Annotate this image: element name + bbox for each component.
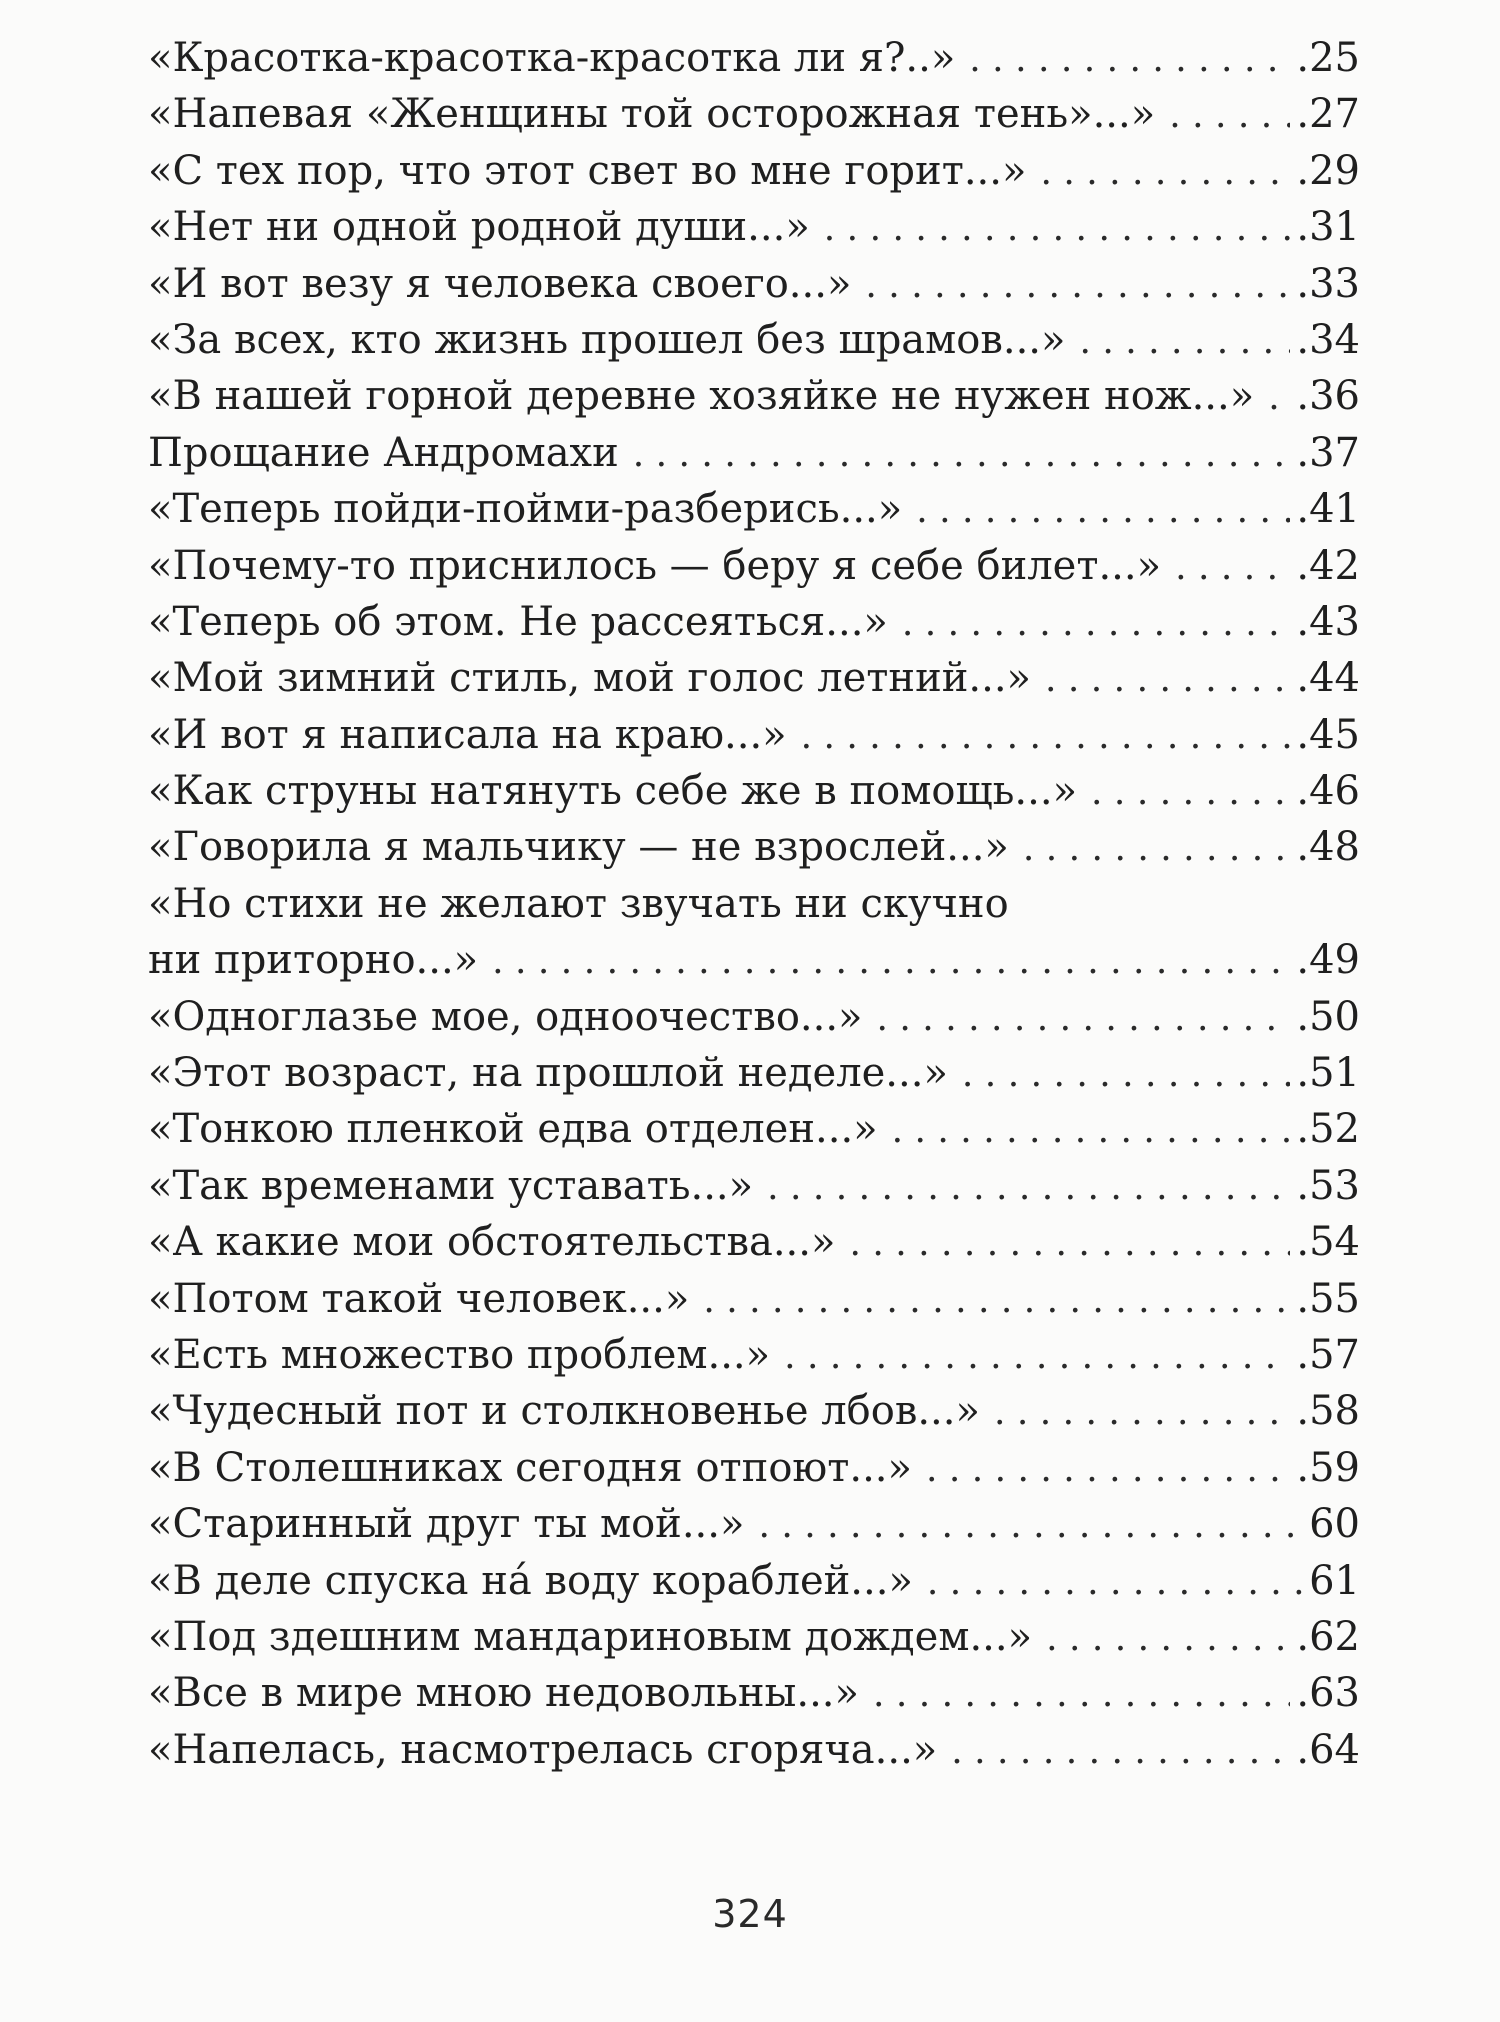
toc-entry [148,594,1360,650]
toc-entry-title: «Этот возраст, на прошлой неделе...» [148,1050,948,1097]
toc-entry [148,30,1360,86]
toc-entry [148,481,1360,537]
toc-entry-title: «Мой зимний стиль, мой голос летний...» [148,655,1032,702]
table-of-contents [148,30,1360,1778]
toc-entry-page: 61 [1309,1557,1360,1604]
dot-leader [951,1724,1290,1780]
dot-leader [892,1103,1291,1159]
toc-entry [148,1440,1360,1496]
dot-leader [1079,314,1290,370]
toc-entry [148,819,1360,875]
toc-entry-title: «Напевая «Женщины той осторожная тень»...» [148,91,1156,138]
toc-entry-page: .59 [1296,1444,1360,1491]
dot-leader [927,1555,1303,1611]
toc-entry-page: .50 [1296,993,1360,1040]
dot-leader [633,427,1291,483]
toc-entry-title: «Так временами уставать...» [148,1162,754,1209]
toc-entry [148,86,1360,142]
dot-leader [1091,765,1290,821]
dot-leader [902,596,1290,652]
toc-entry [148,707,1360,763]
toc-entry-page: .29 [1296,147,1360,194]
toc-entry-title: «Есть множество проблем...» [148,1332,771,1378]
toc-entry-title-line2: ни приторно...» [148,937,479,984]
toc-entry-page: .36 [1296,373,1360,420]
toc-entry-page: .33 [1296,260,1360,307]
toc-entry-page: .41 [1296,486,1360,533]
dot-leader [1175,540,1290,596]
toc-entry-title: «Теперь пойди-пойми-разберись...» [148,486,903,533]
toc-entry-page: .44 [1296,655,1360,702]
toc-entry [148,1271,1360,1327]
toc-entry [148,143,1360,199]
dot-leader [703,1273,1290,1329]
dot-leader [1040,145,1290,201]
toc-entry [148,1045,1360,1101]
toc-entry [148,1665,1360,1721]
dot-leader [873,1667,1290,1723]
toc-entry [148,763,1360,819]
dot-leader [877,991,1291,1047]
toc-entry-title: «Старинный друг ты мой...» [148,1501,745,1548]
toc-entry-page: .27 [1296,91,1360,138]
toc-entry [148,256,1360,312]
dot-leader [758,1498,1303,1554]
dot-leader [824,201,1291,257]
toc-entry-page: .42 [1296,542,1360,589]
toc-entry-page: .37 [1296,429,1360,476]
toc-entry-title: «Почему-то приснилось — беру я себе билет...» [148,542,1162,589]
dot-leader [969,32,1290,88]
toc-entry-title: «Под здешним мандариновым дождем...» [148,1613,1033,1660]
toc-entry-page: .34 [1296,316,1360,363]
toc-entry-title: «И вот везу я человека своего...» [148,260,852,307]
dot-leader [1046,1611,1290,1667]
toc-entry [148,1327,1360,1383]
toc-entry [148,989,1360,1045]
dot-leader [1268,370,1290,426]
toc-entry-title: «А какие мои обстоятельства...» [148,1219,836,1266]
toc-entry-title: «Одноглазье мое, одноочество...» [148,993,863,1040]
toc-entry [148,538,1360,594]
toc-entry-title: Прощание Андромахи [148,429,619,476]
toc-entry-page: .57 [1296,1332,1360,1378]
toc-entry [148,368,1360,424]
toc-entry-title: «Красотка-красотка-красотка ли я?..» [148,35,956,81]
toc-entry-page: .55 [1296,1275,1360,1322]
toc-entry-title: «Потом такой человек...» [148,1275,690,1322]
toc-entry [148,425,1360,481]
toc-entry-page: .43 [1296,598,1360,645]
toc-entry-page: .54 [1296,1219,1360,1266]
toc-entry-page: .49 [1296,937,1360,984]
toc-entry-page: 60 [1309,1501,1360,1548]
dot-leader [801,709,1291,765]
toc-entry [148,876,1360,989]
toc-entry-page: .58 [1296,1388,1360,1435]
toc-entry-page: .25 [1296,35,1360,81]
toc-entry-page: .53 [1296,1162,1360,1209]
toc-entry [148,1101,1360,1157]
toc-entry [148,1158,1360,1214]
toc-entry-page: .62 [1296,1613,1360,1660]
dot-leader [849,1216,1290,1272]
toc-entry-page: .48 [1296,824,1360,871]
toc-entry [148,1383,1360,1439]
toc-entry-title: «В деле спуска на́ воду кораблей...» [148,1557,913,1604]
toc-entry-page: .46 [1296,768,1360,815]
toc-entry-title: «Теперь об этом. Не рассеяться...» [148,598,888,645]
toc-entry [148,650,1360,706]
dot-leader [994,1385,1290,1441]
toc-entry [148,199,1360,255]
dot-leader [1023,821,1290,877]
dot-leader [1169,88,1290,144]
dot-leader [962,1047,1290,1103]
toc-entry-title: «Говорила я мальчику — не взрослей...» [148,824,1009,871]
toc-entry-title-line1: «Но стихи не желают звучать ни скучно [148,880,1009,927]
toc-entry-page: .31 [1296,204,1360,251]
toc-entry-title: «С тех пор, что этот свет во мне горит...» [148,147,1027,194]
toc-entry-page: .45 [1296,711,1360,758]
dot-leader [926,1442,1290,1498]
toc-entry-page: .63 [1296,1670,1360,1717]
toc-entry-title: «Как струны натянуть себе же в помощь...» [148,768,1078,815]
toc-entry-title: «Все в мире мною недовольны...» [148,1670,859,1717]
toc-entry [148,1722,1360,1778]
dot-leader [767,1160,1290,1216]
toc-entry-page: .52 [1296,1106,1360,1153]
dot-leader [865,258,1290,314]
page-number: 324 [712,1892,788,1936]
toc-entry-title: «Нет ни одной родной души...» [148,204,810,251]
dot-leader [1045,652,1290,708]
toc-entry [148,1496,1360,1552]
toc-entry-page: .51 [1296,1050,1360,1097]
toc-entry-title: «И вот я написала на краю...» [148,711,787,758]
toc-entry-page: .64 [1296,1726,1360,1773]
toc-entry-title: «В нашей горной деревне хозяйке не нужен нож...» [148,373,1255,420]
toc-entry-title: «Чудесный пот и столкновенье лбов...» [148,1388,980,1435]
toc-entry [148,1553,1360,1609]
dot-leader [492,934,1290,990]
dot-leader [916,483,1290,539]
dot-leader [784,1329,1290,1385]
toc-entry [148,1609,1360,1665]
toc-entry-title: «В Столешниках сегодня отпоют...» [148,1444,912,1491]
toc-entry-title: «Напелась, насмотрелась сгоряча...» [148,1726,938,1773]
toc-entry-title: «Тонкою пленкой едва отделен...» [148,1106,878,1153]
toc-entry-title: «За всех, кто жизнь прошел без шрамов...» [148,316,1066,363]
toc-entry [148,312,1360,368]
toc-entry [148,1214,1360,1270]
